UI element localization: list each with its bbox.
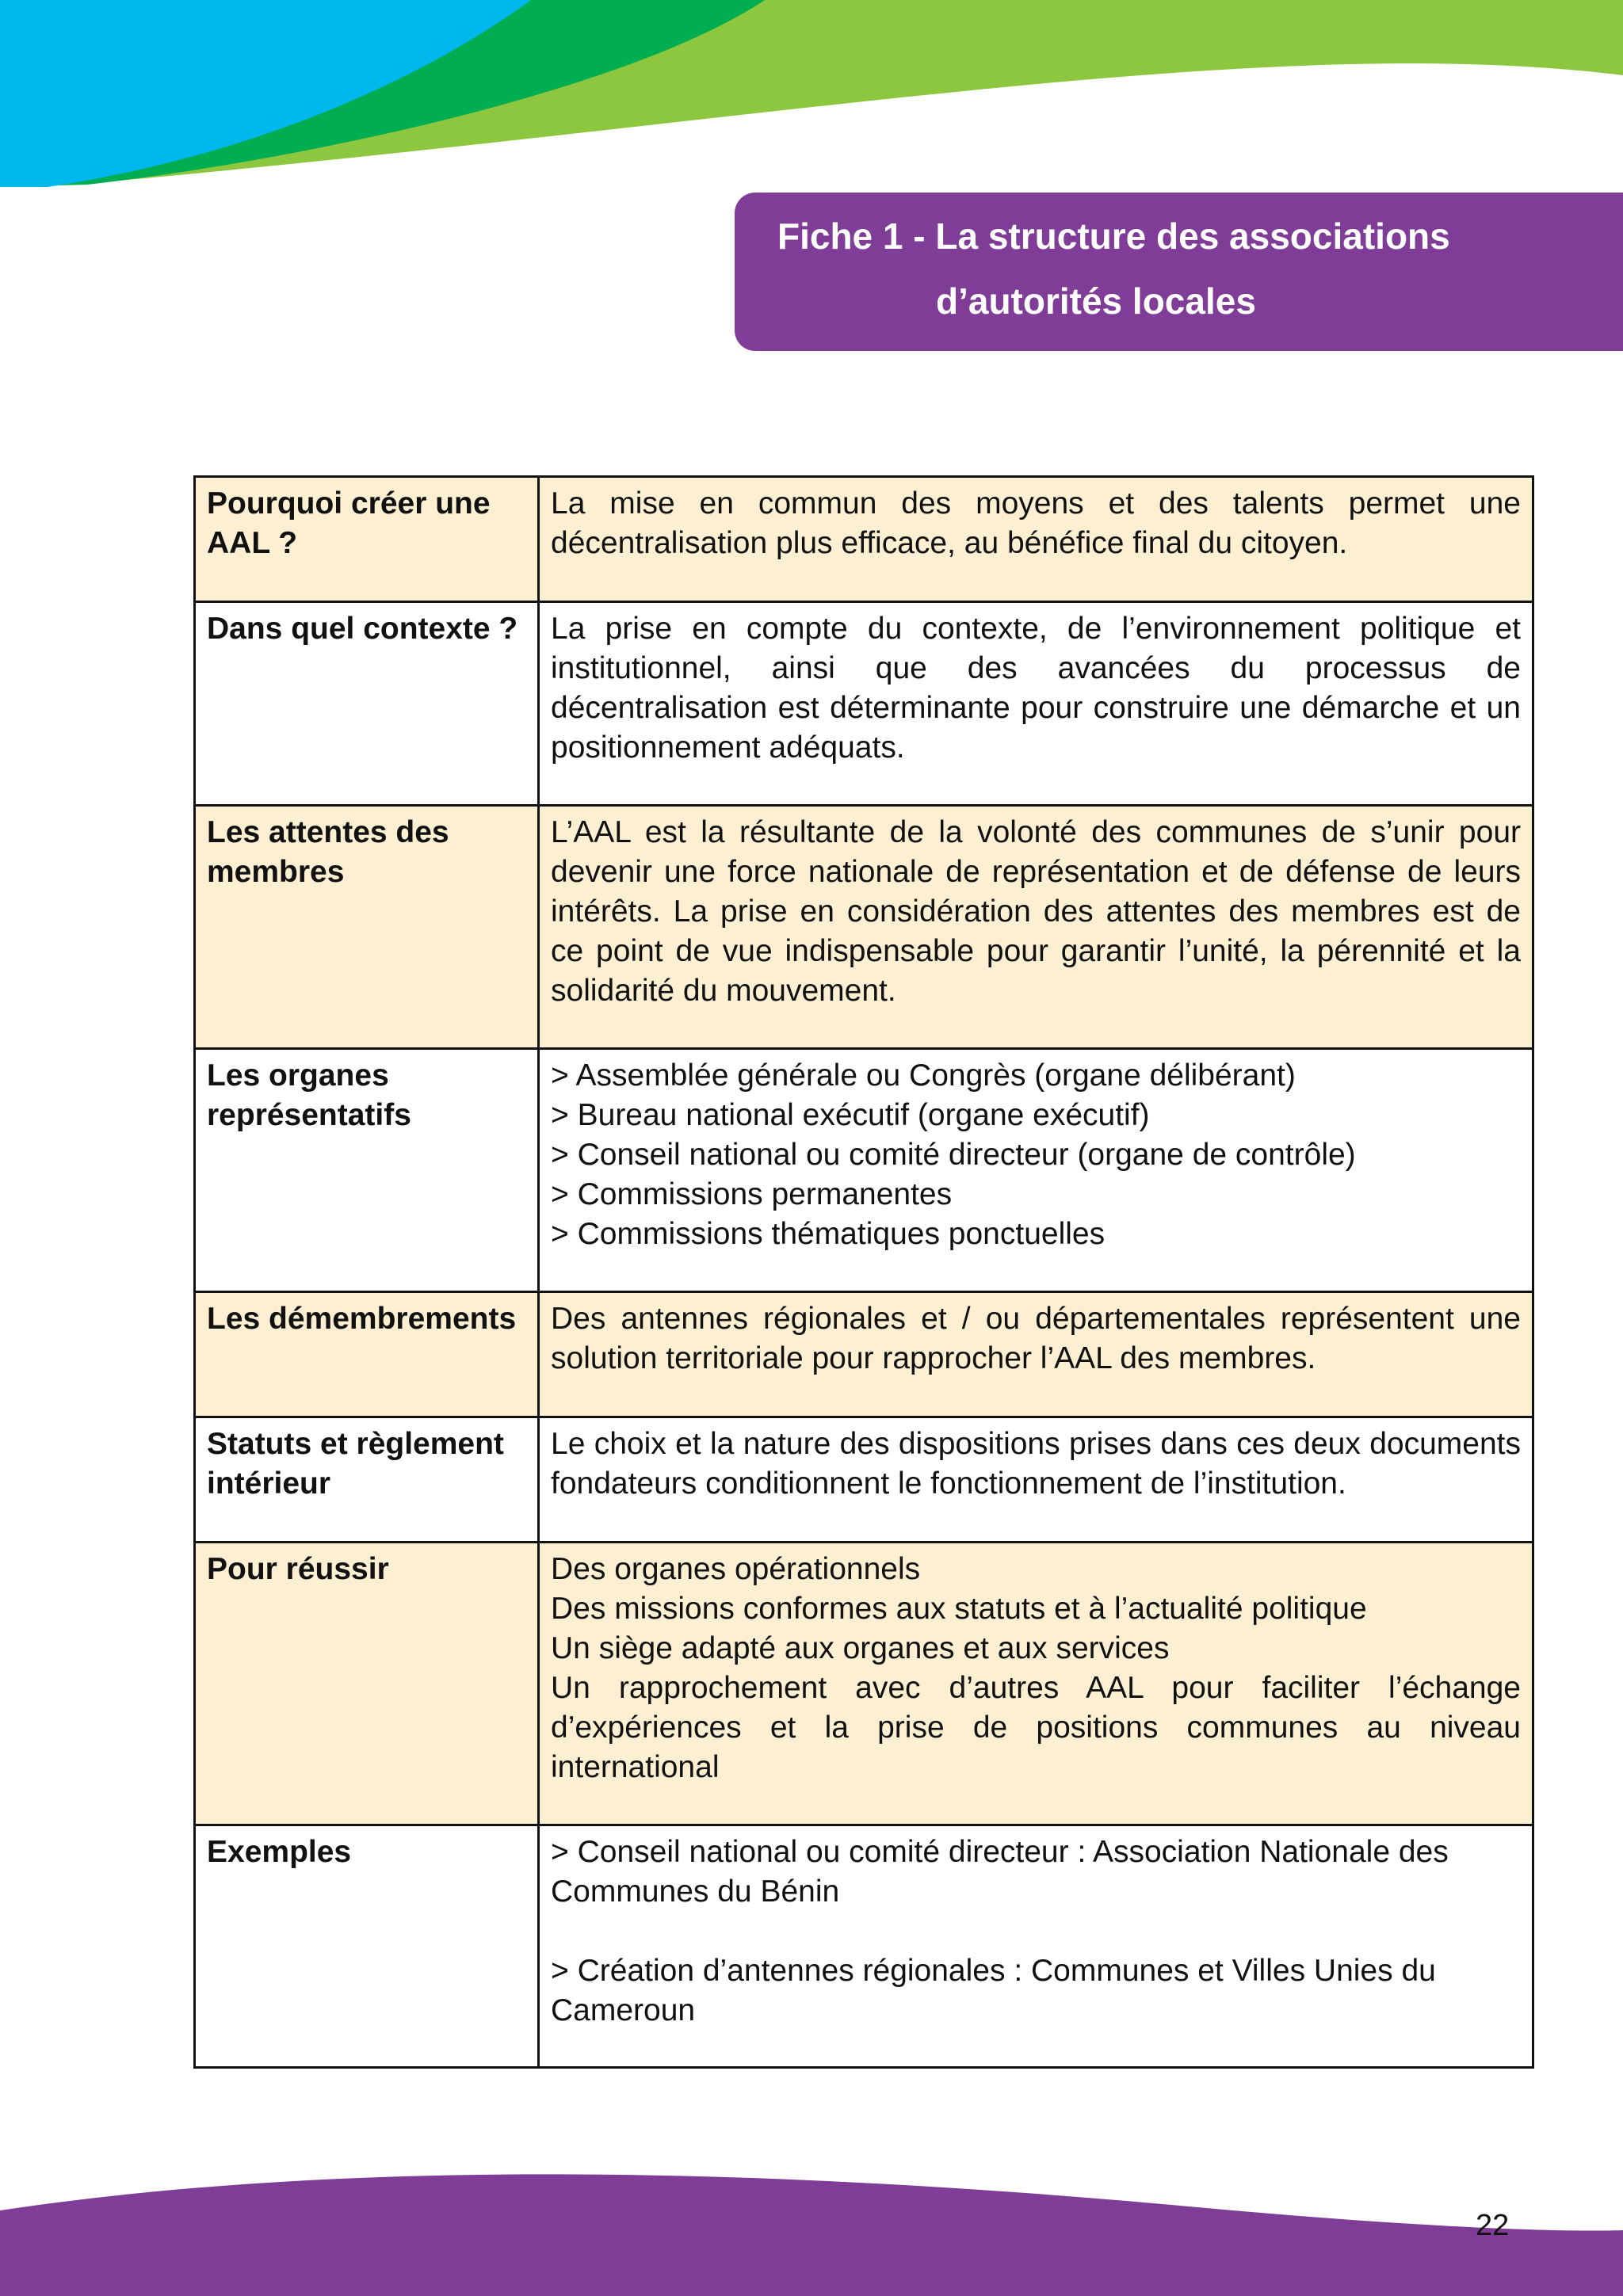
table-row [195,1292,1533,1417]
list-item: Un siège adapté aux organes et aux services [551,1631,1170,1665]
row-content: Des antennes régionales et / ou départementales représentent une solution territoriale pour rapprocher l’AAL des membres. [539,1292,1533,1417]
row-content: La prise en compte du contexte, de l’environnement politique et institutionnel, ainsi que des avancées du processus de décentralisation est déterminante pour construire une démarche et un positionnement adéquats. [539,602,1533,806]
list-item: > Commissions thématiques ponctuelles [551,1217,1106,1251]
row-content: Le choix et la nature des dispositions prises dans ces deux documents fondateurs conditionnent le fonctionnement de l’institution. [539,1417,1533,1543]
fiche-title-line-2: d’autorités locales [936,280,1256,322]
table-row [195,1825,1533,2068]
row-label: Les organes représentatifs [195,1049,539,1292]
row-label: Les attentes des membres [195,806,539,1049]
list-item: Des organes opérationnels [551,1552,921,1586]
list-item: > Commissions permanentes [551,1177,953,1211]
fiche-title-line-1: Fiche 1 - La structure des associations [777,215,1450,257]
row-label: Pour réussir [195,1543,539,1825]
row-label: Pourquoi créer une AAL ? [195,477,539,602]
row-content [539,1543,1533,1825]
list-item: Des missions conformes aux statuts et à l’actualité politique [551,1592,1367,1626]
row-content [539,1049,1533,1292]
table-row [195,477,1533,602]
structure-table [193,475,1534,2069]
footer-wave-graphic [0,2171,1623,2296]
row-content [539,1825,1533,2068]
row-content: La mise en commun des moyens et des talents permet une décentralisation plus efficace, au bénéfice final du citoyen. [539,477,1533,602]
list-item: > Conseil national ou comité directeur (organe de contrôle) [551,1138,1356,1172]
fiche-title-banner [735,193,1623,351]
row-label: Dans quel contexte ? [195,602,539,806]
list-item: > Création d’antennes régionales : Communes et Villes Unies du Cameroun [551,1954,1436,2027]
list-item: > Bureau national exécutif (organe exécutif) [551,1098,1150,1132]
row-label: Statuts et règlement intérieur [195,1417,539,1543]
list-item: Un rapprochement avec d’autres AAL pour faciliter l’échange d’expériences et la prise de positions communes au niveau international [551,1671,1521,1784]
table-row [195,602,1533,806]
row-label: Les démembrements [195,1292,539,1417]
list-item: > Conseil national ou comité directeur : Association Nationale des Communes du Bénin [551,1835,1449,1909]
spacer [551,1912,1521,1951]
table-row [195,806,1533,1049]
table-row [195,1543,1533,1825]
row-content: L’AAL est la résultante de la volonté des communes de s’unir pour devenir une force nationale de représentation et de défense de leurs intérêts. La prise en considération des attentes des membres est de ce point de vue indispensable pour garantir l’unité, la pérennité et la solidarité du mouvement. [539,806,1533,1049]
header-wave-graphic [0,0,1623,190]
page-number: 22 [1476,2209,1510,2242]
table-row [195,1417,1533,1543]
list-item: > Assemblée générale ou Congrès (organe délibérant) [551,1058,1296,1093]
table-row [195,1049,1533,1292]
row-label: Exemples [195,1825,539,2068]
